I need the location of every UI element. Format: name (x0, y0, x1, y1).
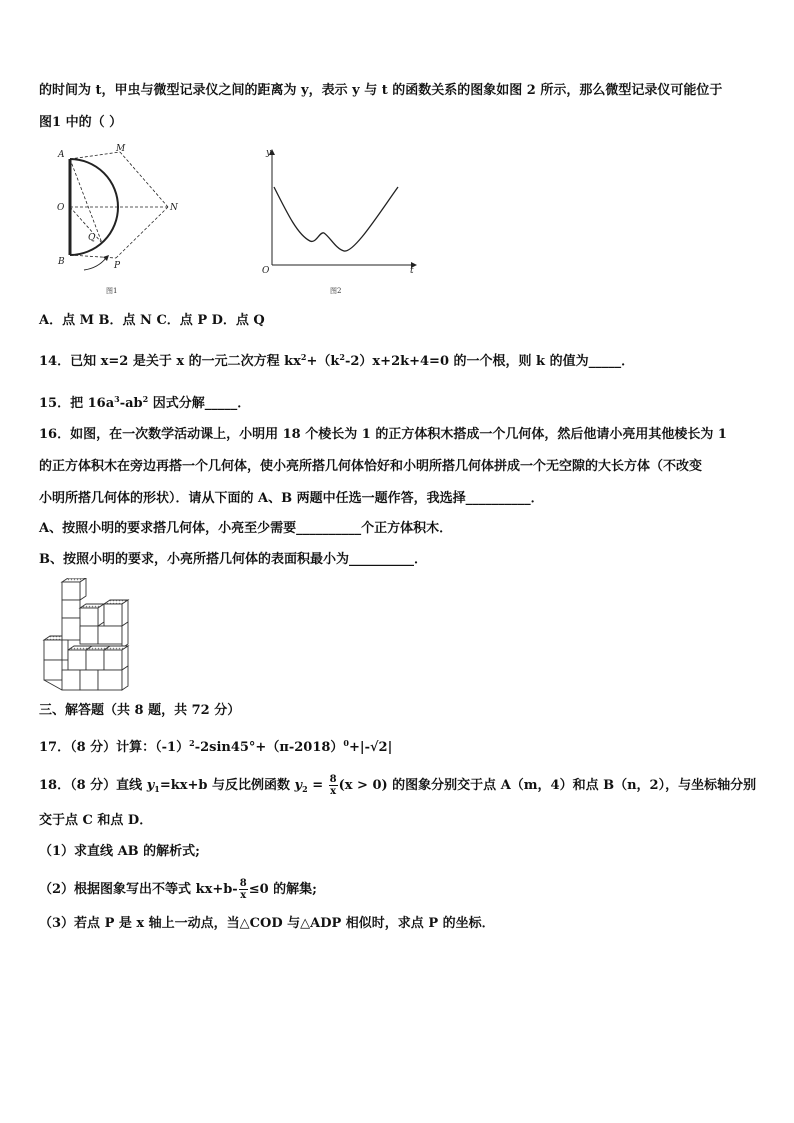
label-m: M (116, 144, 126, 154)
section-3-heading: 三、解答题（共 8 题，共 72 分） (39, 703, 241, 718)
q18-part-1: （1）求直线 AB 的解析式; (39, 844, 200, 859)
dashed-aq (70, 159, 102, 243)
q18-p2-b: ≤0 的解集; (248, 882, 317, 897)
q18-p2-a: （2）根据图象写出不等式 kx+b- (39, 882, 238, 897)
figure-2-caption: 图2 (330, 287, 342, 295)
q18-part-a: 18．（8 分）直线 (39, 778, 147, 793)
q18-frac-denominator: x (330, 786, 337, 797)
question-15: 15．把 $16a^3-ab^2$ 因式分解_____． (39, 394, 251, 411)
q17-part-b: -2sin45°+（π-2018） (194, 740, 344, 755)
q14-part-b: +（k (306, 354, 340, 369)
q14-part-c: -2）x+2k+4=0 的一个根，则 k 的值为_____． (344, 354, 635, 369)
q18-line-1: 18．（8 分）直线 $y_1=kx+b$ 与反比例函数 $y_2$ = $\frac{8}{x}$ (x > 0) 的图象分别交于点 A（m，4）和点 B（n，2），与坐标轴分别 (39, 774, 757, 797)
axis-label-t: t (410, 266, 414, 276)
q16-option-b: B、按照小明的要求，小亮所搭几何体的表面积最小为__________． (39, 552, 427, 567)
q18-line-2: 交于点 C 和点 D． (39, 813, 153, 828)
curved-arrow-icon (84, 258, 106, 270)
question-17: 17．（8 分）计算：$(-1)^2-2\sin 45^\circ+(\pi-2018)^0+|-√2|$ (39, 738, 393, 755)
label-q: Q (88, 233, 96, 243)
q18-part-3: （3）若点 P 是 x 轴上一动点，当△COD 与△ADP 相似时，求点 P 的坐标． (39, 916, 495, 931)
dashed-oq (70, 207, 102, 243)
dashed-am (70, 152, 120, 159)
q16-line-3: 小明所搭几何体的形状）．请从下面的 A、B 两题中任选一题作答，我选择__________． (39, 491, 544, 506)
label-a: A (58, 150, 65, 160)
q16-line-1: 16．如图，在一次数学活动课上，小明用 18 个棱长为 1 的正方体积木搭成一个几何体，然后他请小亮用其他棱长为 1 (39, 427, 727, 442)
axis-label-y: y (266, 148, 272, 158)
label-n: N (170, 203, 178, 213)
q17-part-a: 17．（8 分）计算：（-1） (39, 740, 190, 755)
graph-curve (274, 187, 398, 251)
q18-p2-frac-numerator: 8 (239, 878, 247, 889)
label-p: P (114, 261, 121, 271)
q15-part-a: 15．把 16a (39, 396, 115, 411)
intro-line-1: 的时间为 t，甲虫与微型记录仪之间的距离为 y，表示 y 与 t 的函数关系的图象如图 2 所示，那么微型记录仪可能位于 (39, 83, 723, 98)
q18-y2: y (294, 778, 303, 793)
dashed-bp (70, 255, 116, 258)
q15-part-b: -ab (119, 396, 143, 411)
figure-1-caption: 图1 (106, 287, 118, 295)
question-14: 14．已知 x=2 是关于 x 的一元二次方程 $kx^2+(k^2-2)x+2k+4=0$ 的一个根，则 k 的值为_____． (39, 352, 635, 369)
dashed-np (116, 207, 168, 258)
q17-part-c: +|-√2| (349, 740, 393, 755)
dashed-mn (120, 152, 168, 207)
q18-p2-frac-denominator: x (240, 890, 247, 901)
q18-p2-fraction (239, 878, 248, 901)
q18-y1: y (146, 778, 155, 793)
q15-part-c: 因式分解_____． (148, 396, 251, 411)
q14-part-a: 14．已知 x=2 是关于 x 的一元二次方程 kx (39, 354, 301, 369)
q18-fraction (329, 774, 338, 797)
label-o: O (57, 203, 65, 213)
q18-part-2 (39, 878, 317, 901)
figure-1 (48, 140, 198, 300)
q16-option-a: A、按照小明的要求搭几何体，小亮至少需要__________个正方体积木． (39, 521, 453, 536)
q18-part-c: (x > 0) 的图象分别交于点 A（m，4）和点 B（n，2），与坐标轴分别 (338, 778, 757, 793)
q18-part-b: =kx+b 与反比例函数 (159, 778, 295, 793)
axis-label-o: O (262, 266, 270, 276)
q16-line-2: 的正方体积木在旁边再搭一个几何体，使小亮所搭几何体恰好和小明所搭几何体拼成一个无空隙的大长方体（不改变 (39, 459, 703, 474)
figure-2 (258, 145, 423, 280)
q18-frac-numerator: 8 (329, 774, 337, 785)
cube-stack-figure (40, 578, 140, 696)
intro-line-2: 图1 中的（ ） (39, 115, 123, 130)
q13-options: A．点 M B．点 N C．点 P D．点 Q (39, 313, 265, 328)
label-b: B (58, 257, 65, 267)
